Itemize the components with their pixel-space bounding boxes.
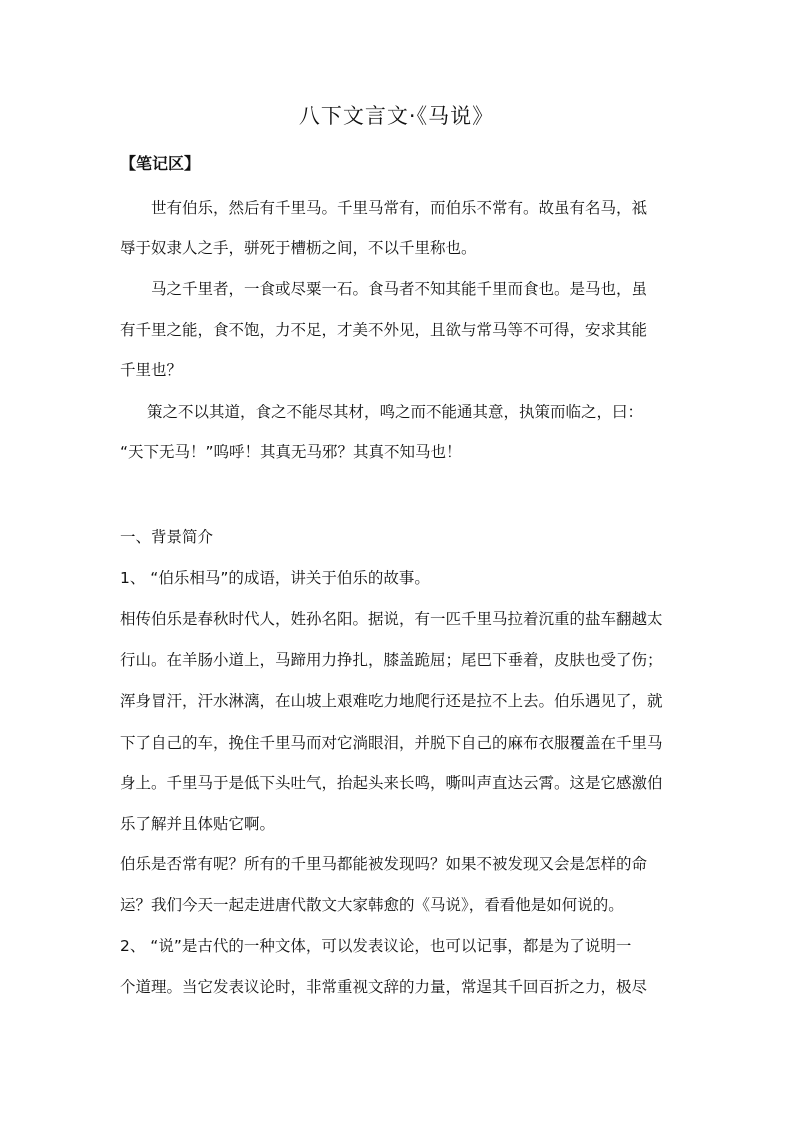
text-line: 世有伯乐，然后有千里马。千里马常有，而伯乐不常有。故虽有名马，祗 bbox=[151, 199, 648, 217]
text-line: 相传伯乐是春秋时代人，姓孙名阳。据说，有一匹千里马拉着沉重的盐车翻越太 bbox=[120, 610, 663, 628]
text-line: 乐了解并且体贴它啊。 bbox=[120, 815, 276, 833]
text-line: 千里也？ bbox=[120, 361, 183, 379]
notes-section-label: 【笔记区】 bbox=[120, 154, 201, 173]
numbered-item: 2、 “说”是古代的一种文体，可以发表议论，也可以记事，都是为了说明一 bbox=[120, 937, 632, 955]
text-line: 辱于奴隶人之手，骈死于槽枥之间，不以千里称也。 bbox=[120, 239, 477, 257]
text-line: 策之不以其道，食之不能尽其材，鸣之而不能通其意，执策而临之，曰： bbox=[147, 403, 644, 421]
numbered-item: 1、 “伯乐相马”的成语，讲关于伯乐的故事。 bbox=[120, 569, 430, 587]
text-line: 运？我们今天一起走进唐代散文大家韩愈的《马说》，看看他是如何说的。 bbox=[120, 896, 624, 914]
text-line: 浑身冒汗，汗水淋漓，在山坡上艰难吃力地爬行还是拉不上去。伯乐遇见了，就 bbox=[120, 692, 663, 710]
document-title: 八下文言文·《马说》 bbox=[298, 104, 495, 128]
text-line: 下了自己的车，挽住千里马而对它淌眼泪，并脱下自己的麻布衣服覆盖在千里马 bbox=[120, 734, 663, 752]
text-line: 伯乐是否常有呢？所有的千里马都能被发现吗？如果不被发现又会是怎样的命 bbox=[120, 855, 648, 873]
text-line: “天下无马！”呜呼！其真无马邪？其真不知马也！ bbox=[120, 443, 462, 461]
text-line: 身上。千里马于是低下头吐气，抬起头来长鸣，嘶叫声直达云霄。这是它感激伯 bbox=[120, 774, 663, 792]
text-line: 行山。在羊肠小道上，马蹄用力挣扎，膝盖跪屈；尾巴下垂着，皮肤也受了伤； bbox=[120, 651, 663, 669]
text-line: 有千里之能，食不饱，力不足，才美不外见，且欲与常马等不可得，安求其能 bbox=[120, 321, 648, 339]
section-heading: 一、背景简介 bbox=[120, 528, 214, 546]
text-line: 个道理。当它发表议论时，非常重视文辞的力量，常逞其千回百折之力，极尽 bbox=[120, 978, 648, 996]
text-line: 马之千里者，一食或尽粟一石。食马者不知其能千里而食也。是马也，虽 bbox=[151, 280, 648, 298]
